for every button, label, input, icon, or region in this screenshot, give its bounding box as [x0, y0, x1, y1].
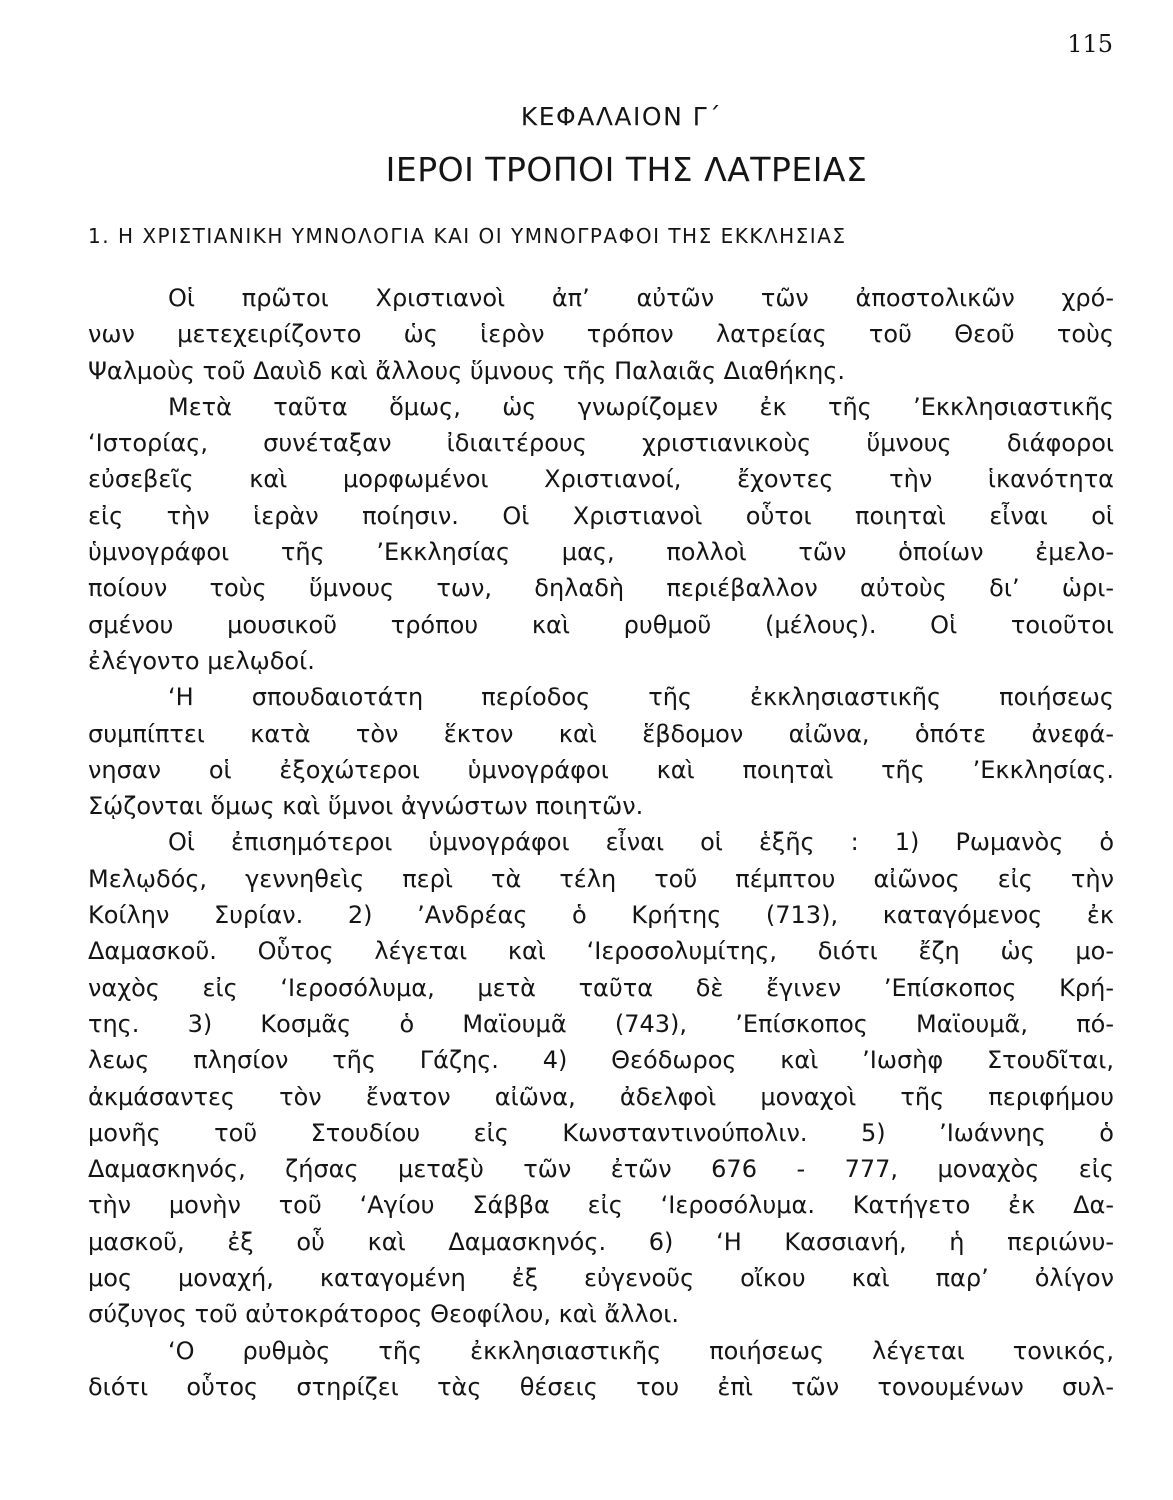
text-line: ἀκμάσαντες τὸν ἔνατον αἰῶνα, ἀδελφοὶ μοναχοὶ τῆς περιφήμου: [88, 1082, 1114, 1111]
text-line: Οἱ ἐπισημότεροι ὑμνογράφοι εἶναι οἱ ἑξῆς : 1) Ρωμανὸς ὁ: [168, 828, 1114, 857]
text-line: νων μετεχειρίζοντο ὡς ἱερὸν τρόπον λατρείας τοῦ Θεοῦ τοὺς: [88, 320, 1114, 349]
text-line: συμπίπτει κατὰ τὸν ἕκτον καὶ ἕβδομον αἰῶνα, ὁπότε ἀνεφά-: [88, 719, 1114, 748]
text-line: νησαν οἱ ἐξοχώτεροι ὑμνογράφοι καὶ ποιηταὶ τῆς ’Εκκλησίας.: [88, 755, 1114, 784]
text-line: Δαμασκοῦ. Οὗτος λέγεται καὶ ‘Ιεροσολυμίτης, διότι ἔζη ὡς μο-: [88, 937, 1114, 966]
text-line: Σῴζονται ὅμως καὶ ὕμνοι ἀγνώστων ποιητῶν.: [88, 792, 644, 821]
text-line: τὴν μονὴν τοῦ ‘Αγίου Σάββα εἰς ‘Ιεροσόλυμα. Κατήγετο ἐκ Δα-: [88, 1191, 1114, 1220]
text-line: λεως πλησίον τῆς Γάζης. 4) Θεόδωρος καὶ ’Ιωσὴφ Στουδῖται,: [88, 1046, 1114, 1075]
text-line: Ψαλμοὺς τοῦ Δαυὶδ καὶ ἄλλους ὕμνους τῆς Παλαιᾶς Διαθήκης.: [88, 356, 845, 385]
text-line: Μελῳδός, γεννηθεὶς περὶ τὰ τέλη τοῦ πέμπτου αἰῶνος εἰς τὴν: [88, 864, 1114, 893]
text-line: Κοίλην Συρίαν. 2) ’Ανδρέας ὁ Κρήτης (713), καταγόμενος ἐκ: [88, 901, 1114, 930]
text-line: σύζυγος τοῦ αὐτοκράτορος Θεοφίλου, καὶ ἄλλοι.: [88, 1300, 679, 1329]
text-line: ποίουν τοὺς ὕμνους των, δηλαδὴ περιέβαλλον αὐτοὺς δι’ ὡρι-: [88, 574, 1114, 603]
text-line: εἰς τὴν ἱερὰν ποίησιν. Οἱ Χριστιανοὶ οὗτοι ποιηταὶ εἶναι οἱ: [88, 501, 1114, 530]
chapter-label: ΚΕΦΑΛΑΙΟΝ Γ΄: [520, 102, 723, 131]
paragraph: [88, 1333, 1114, 1406]
text-line: της. 3) Κοσμᾶς ὁ Μαϊουμᾶ (743), ’Επίσκοπος Μαϊουμᾶ, πό-: [88, 1009, 1114, 1038]
text-line: Δαμασκηνός, ζήσας μεταξὺ τῶν ἐτῶν 676 - 777, μοναχὸς εἰς: [88, 1155, 1114, 1184]
paragraph: [88, 679, 1114, 824]
text-line: ναχὸς εἰς ‘Ιεροσόλυμα, μετὰ ταῦτα δὲ ἔγινεν ’Επίσκοπος Κρή-: [88, 973, 1114, 1002]
paragraph: [88, 389, 1114, 679]
text-line: διότι οὗτος στηρίζει τὰς θέσεις του ἐπὶ τῶν τονουμένων συλ-: [88, 1372, 1114, 1401]
text-line: εὐσεβεῖς καὶ μορφωμένοι Χριστιανοί, ἔχοντες τὴν ἱκανότητα: [88, 465, 1114, 494]
text-line: ‘Η σπουδαιοτάτη περίοδος τῆς ἐκκλησιαστικῆς ποιήσεως: [168, 683, 1114, 712]
text-line: ὑμνογράφοι τῆς ’Εκκλησίας μας, πολλοὶ τῶν ὁποίων ἐμελο-: [88, 538, 1114, 567]
paragraph: [88, 824, 1114, 1332]
text-line: μονῆς τοῦ Στουδίου εἰς Κωνσταντινούπολιν. 5) ’Ιωάννης ὁ: [88, 1118, 1114, 1147]
body-text: [88, 280, 1114, 1405]
text-line: Οἱ πρῶτοι Χριστιανοὶ ἀπ’ αὐτῶν τῶν ἀποστολικῶν χρό-: [168, 284, 1114, 312]
paragraph: [88, 280, 1114, 389]
text-line: Μετὰ ταῦτα ὅμως, ὡς γνωρίζομεν ἐκ τῆς ’Εκκλησιαστικῆς: [168, 392, 1114, 421]
text-line: σμένου μουσικοῦ τρόπου καὶ ρυθμοῦ (μέλους). Οἱ τοιοῦτοι: [88, 610, 1114, 639]
section-heading: 1. Η ΧΡΙΣΤΙΑΝΙΚΗ ΥΜΝΟΛΟΓΙΑ ΚΑΙ ΟΙ ΥΜΝΟΓΡΑΦΟΙ ΤΗΣ ΕΚΚΛΗΣΙΑΣ: [88, 224, 847, 248]
text-line: ἐλέγοντο μελῳδοί.: [88, 646, 315, 675]
page-number: 115: [1067, 30, 1113, 58]
text-line: μος μοναχή, καταγομένη ἐξ εὐγενοῦς οἴκου καὶ παρ’ ὀλίγον: [88, 1264, 1114, 1293]
text-line: μασκοῦ, ἐξ οὗ καὶ Δαμασκηνός. 6) ‘Η Κασσιανή, ἡ περιώνυ-: [88, 1227, 1114, 1256]
text-line: ‘Ιστορίας, συνέταξαν ἰδιαιτέρους χριστιανικοὺς ὕμνους διάφοροι: [88, 429, 1114, 458]
chapter-title: ΙΕΡΟΙ ΤΡΟΠΟΙ ΤΗΣ ΛΑΤΡΕΙΑΣ: [385, 150, 868, 189]
text-line: ‘Ο ρυθμὸς τῆς ἐκκλησιαστικῆς ποιήσεως λέγεται τονικός,: [168, 1336, 1114, 1365]
